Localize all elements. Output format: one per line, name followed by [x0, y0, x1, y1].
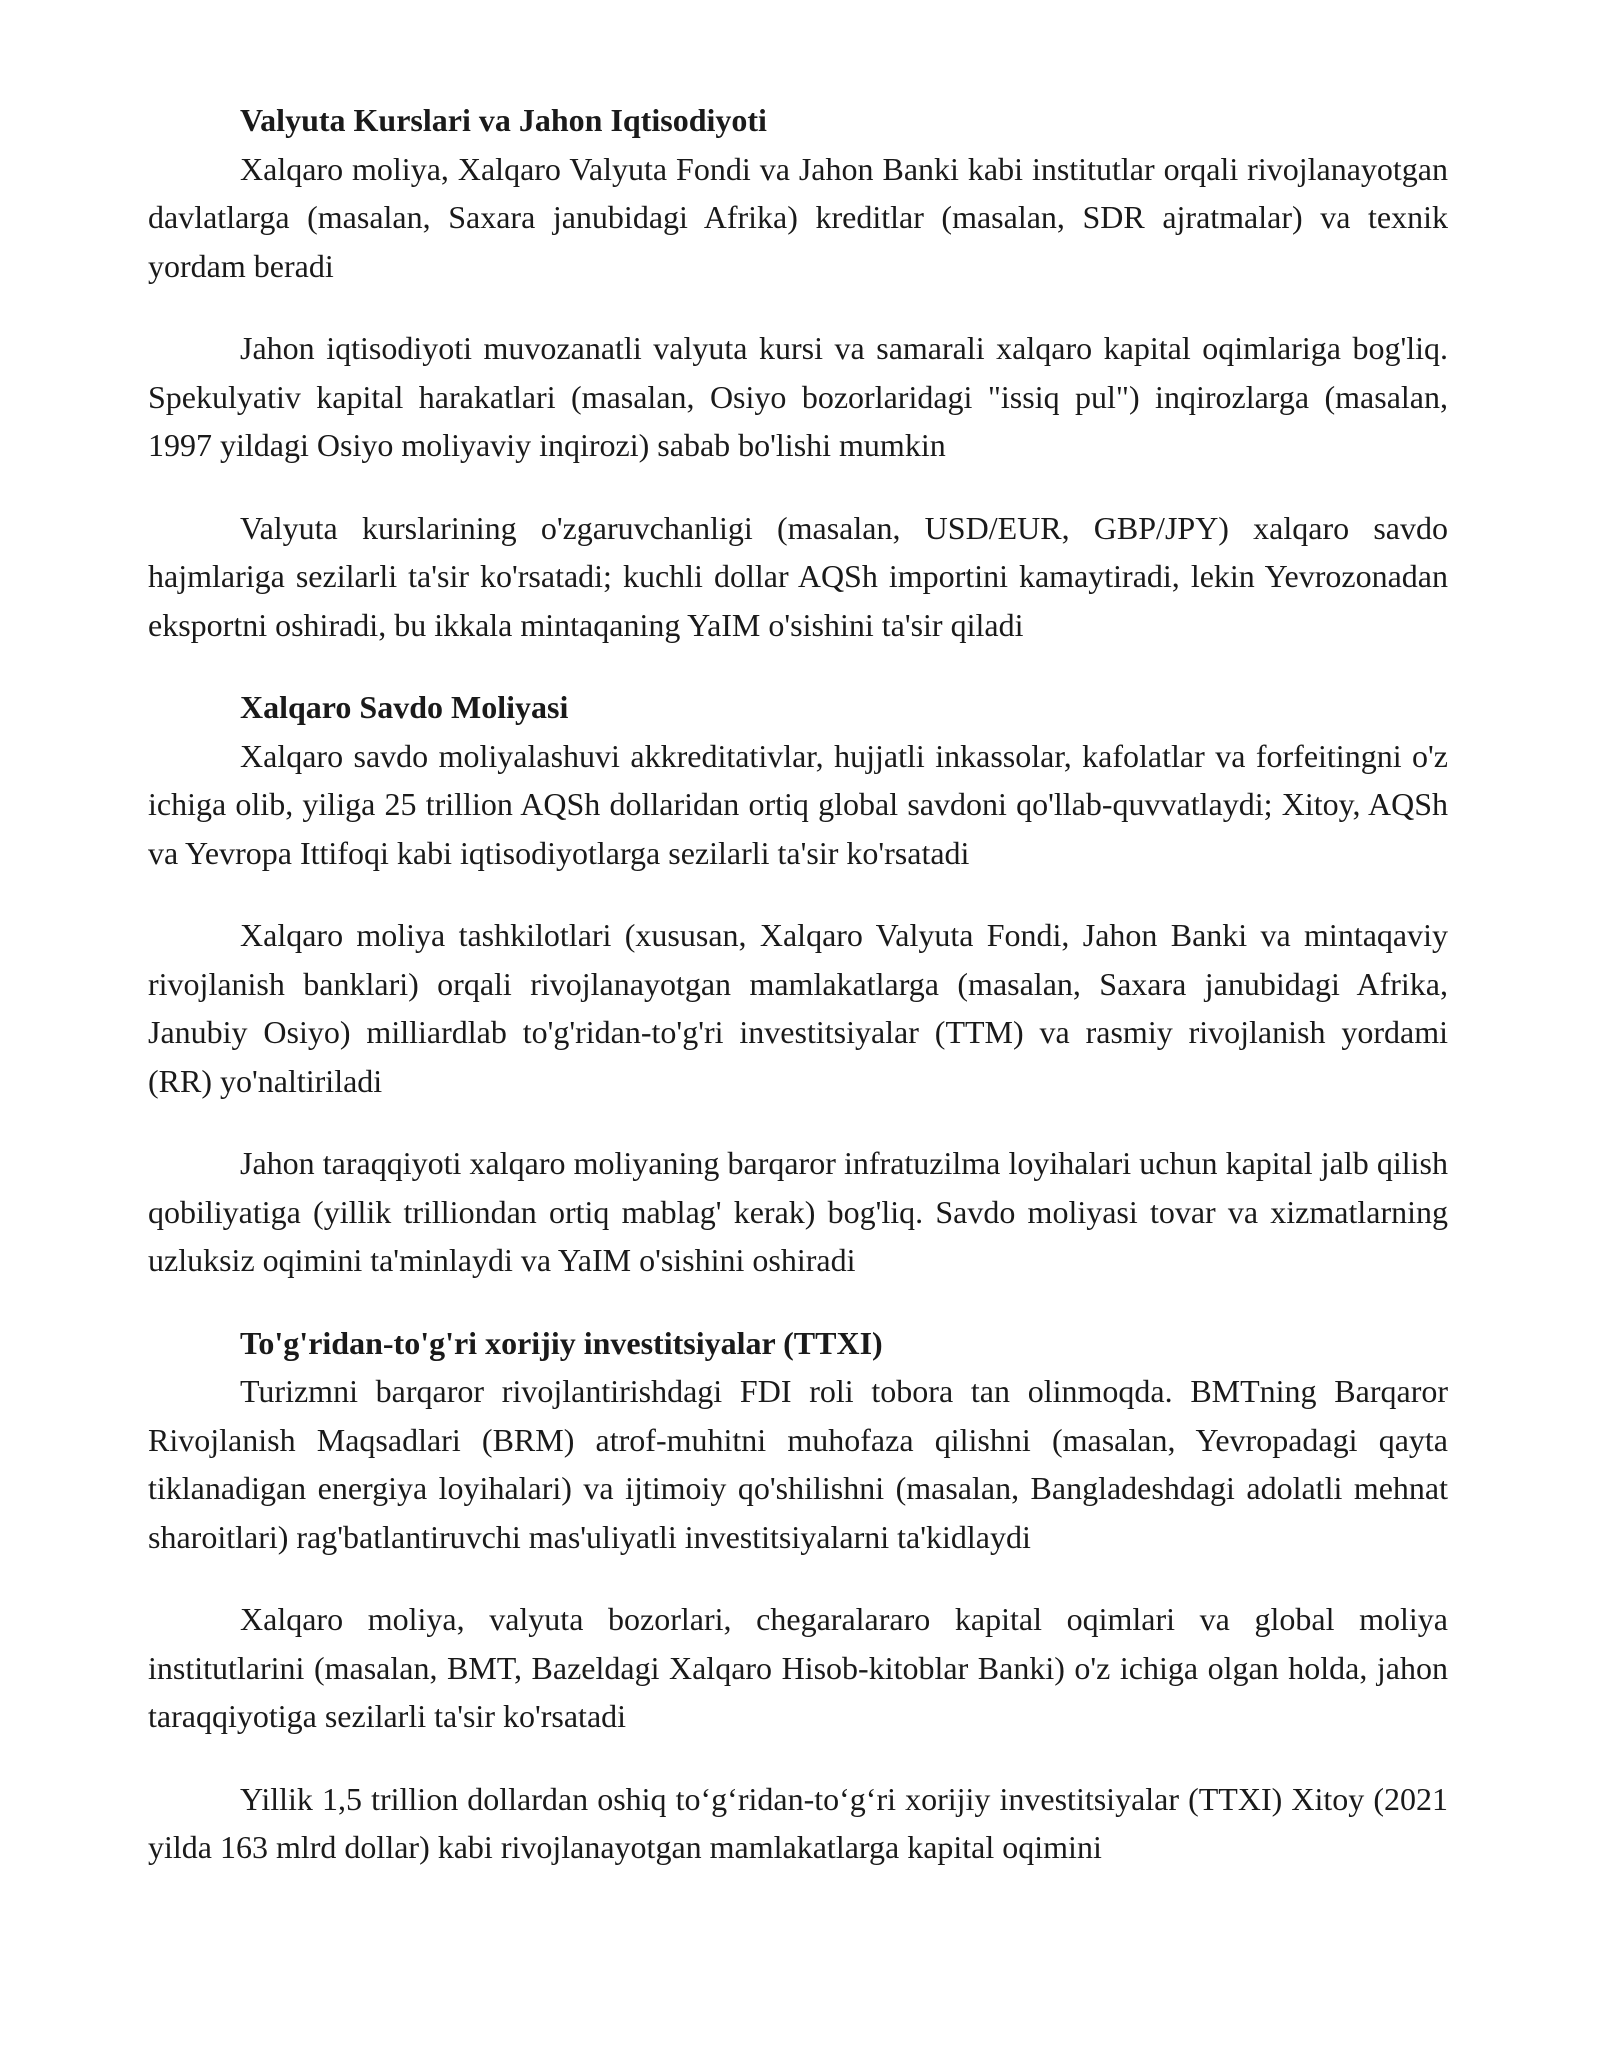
section-heading: To'g'ridan-to'g'ri xorijiy investitsiyalar (TTXI) [240, 1324, 883, 1361]
section-fdi [148, 1319, 1448, 1872]
paragraph: Xalqaro moliya, valyuta bozorlari, chegaralararo kapital oqimlari va global moliya institutlarini (masalan, BMT, Bazeldagi Xalqaro Hisob-kitoblar Banki) o'z ichiga olgan holda, jahon taraqqiyotiga sezilarli ta'sir ko'rsatadi [148, 1601, 1448, 1734]
paragraph: Jahon taraqqiyoti xalqaro moliyaning barqaror infratuzilma loyihalari uchun kapital jalb qilish qobiliyatiga (yillik trilliondan ortiq mablag' kerak) bog'liq. Savdo moliyasi tovar va xizmatlarning uzluksiz oqimini ta'minlaydi va YaIM o'sishini oshiradi [148, 1145, 1448, 1278]
paragraph: Jahon iqtisodiyoti muvozanatli valyuta kursi va samarali xalqaro kapital oqimlariga bog'liq. Spekulyativ kapital harakatlari (masalan, Osiyo bozorlaridagi "issiq pul") inqirozlarga (masalan, 1997 yildagi Osiyo moliyaviy inqirozi) sabab bo'lishi mumkin [148, 330, 1448, 463]
section-exchange-rates [148, 96, 1448, 649]
paragraph: Xalqaro moliya tashkilotlari (xususan, Xalqaro Valyuta Fondi, Jahon Banki va mintaqaviy rivojlanish banklari) orqali rivojlanayotgan mamlakatlarga (masalan, Saxara janubidagi Afrika, Janubiy Osiyo) milliardlab to'g'ridan-to'g'ri investitsiyalar (TTM) va rasmiy rivojlanish yordami (RR) yo'naltiriladi [148, 917, 1448, 1099]
section-heading: Xalqaro Savdo Moliyasi [240, 689, 569, 725]
paragraph: Yillik 1,5 trillion dollardan oshiq to‘g‘ridan-to‘g‘ri xorijiy investitsiyalar (TTXI) Xitoy (2021 yilda 163 mlrd dollar) kabi rivojlanayotgan mamlakatlarga kapital oqimini [148, 1780, 1448, 1865]
section-heading: Valyuta Kurslari va Jahon Iqtisodiyoti [240, 102, 767, 138]
paragraph: Valyuta kurslarining o'zgaruvchanligi (masalan, USD/EUR, GBP/JPY) xalqaro savdo hajmlariga sezilarli ta'sir ko'rsatadi; kuchli dollar AQSh importini kamaytiradi, lekin Yevrozonadan eksportni oshiradi, bu ikkala mintaqaning YaIM o'sishini ta'sir qiladi [148, 509, 1448, 643]
document-body [148, 96, 1448, 1872]
paragraph: Turizmni barqaror rivojlantirishdagi FDI roli tobora tan olinmoqda. BMTning Barqaror Rivojlanish Maqsadlari (BRM) atrof-muhitni muhofaza qilishni (masalan, Yevropadagi qayta tiklanadigan energiya loyihalari) va ijtimoiy qo'shilishni (masalan, Bangladeshdagi adolatli mehnat sharoitlari) rag'batlantiruvchi mas'uliyatli investitsiyalarni ta'kidlaydi [148, 1373, 1448, 1555]
paragraph: Xalqaro moliya, Xalqaro Valyuta Fondi va Jahon Banki kabi institutlar orqali rivojlanayotgan davlatlarga (masalan, Saxara janubidagi Afrika) kreditlar (masalan, SDR ajratmalar) va texnik yordam beradi [148, 150, 1448, 284]
paragraph: Xalqaro savdo moliyalashuvi akkreditativlar, hujjatli inkassolar, kafolatlar va forfeitingni o'z ichiga olib, yiliga 25 trillion AQSh dollaridan ortiq global savdoni qo'llab-quvvatlaydi; Xitoy, AQSh va Yevropa Ittifoqi kabi iqtisodiyotlarga sezilarli ta'sir ko'rsatadi [148, 737, 1448, 871]
section-trade-finance [148, 683, 1448, 1285]
